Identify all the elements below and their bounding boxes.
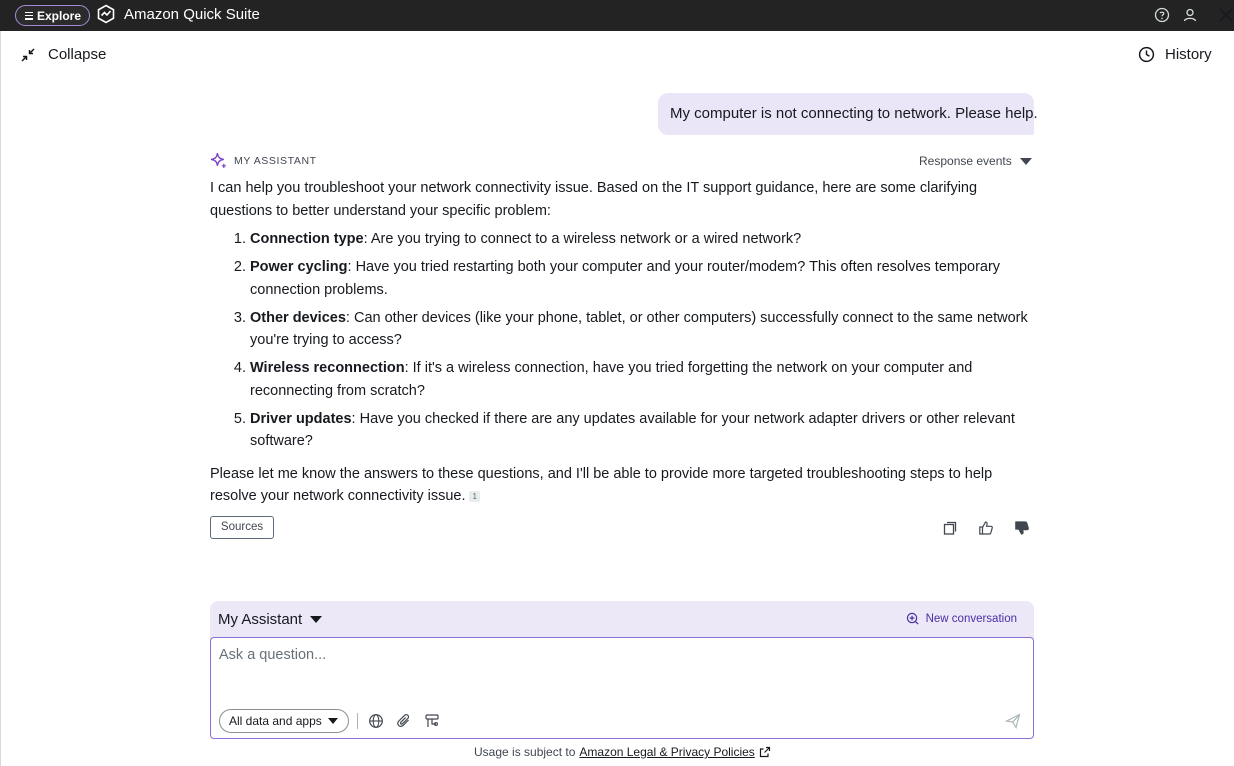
response-events-label: Response events — [919, 154, 1012, 168]
sparkle-icon — [210, 152, 227, 169]
history-button[interactable] — [1138, 46, 1212, 63]
assistant-selector-label: My Assistant — [218, 611, 303, 628]
assistant-selector[interactable] — [218, 611, 322, 628]
list-item — [250, 408, 1036, 453]
top-bar — [0, 0, 1234, 31]
copy-icon[interactable] — [942, 520, 958, 536]
composer-header — [210, 601, 1034, 641]
item-title: Other devices — [250, 309, 346, 326]
assistant-header — [210, 152, 317, 169]
item-title: Connection type — [250, 231, 364, 247]
data-scope-selector[interactable] — [219, 709, 349, 733]
caret-down-icon — [310, 616, 322, 623]
item-text: : Have you tried restarting both your computer and your router/modem? This often resolves temporary connection problems. — [250, 259, 1001, 298]
item-title: Power cycling — [250, 259, 348, 275]
usage-prefix: Usage is subject to — [474, 745, 576, 759]
list-item — [250, 357, 1036, 402]
answer-outro — [210, 463, 1036, 508]
caret-down-icon — [328, 718, 338, 724]
answer-intro: I can help you troubleshoot your network connectivity issue. Based on the IT support guidance, here are some clarifying questions to better understand your specific problem: — [210, 180, 978, 219]
list-item — [250, 307, 1036, 352]
outro-text: Please let me know the answers to these questions, and I'll be able to provide more targeted troubleshooting steps to help resolve your network connectivity issue. — [210, 465, 993, 504]
citation-badge[interactable]: 1 — [469, 491, 479, 502]
collapse-label: Collapse — [48, 46, 107, 63]
send-icon[interactable] — [1005, 713, 1021, 729]
item-text: : Are you trying to connect to a wireless network or a wired network? — [363, 231, 802, 247]
new-conversation-button[interactable] — [906, 612, 1017, 625]
explore-label: Explore — [37, 8, 82, 23]
item-text: : Have you checked if there are any updates available for your network adapter drivers or other relevant software? — [250, 410, 1015, 449]
item-title: Driver updates — [250, 410, 352, 427]
quick-suite-logo-icon — [96, 4, 116, 24]
question-input[interactable] — [219, 644, 1009, 666]
panel-border — [0, 31, 1, 766]
collapse-button[interactable] — [20, 46, 106, 63]
flow-icon[interactable] — [424, 713, 440, 729]
usage-notice — [474, 745, 771, 759]
toolbar-divider — [357, 713, 358, 729]
new-conversation-icon — [906, 612, 919, 625]
app-brand — [96, 4, 260, 24]
question-composer — [210, 637, 1034, 739]
item-text: : Can other devices (like your phone, tablet, or other computers) successfully connect to the same network you're trying to access? — [250, 309, 1028, 348]
help-circle-icon[interactable] — [1154, 7, 1170, 23]
new-conversation-label: New conversation — [925, 612, 1017, 625]
thumbs-up-icon[interactable] — [978, 520, 994, 536]
explore-button[interactable] — [15, 5, 90, 26]
list-item — [250, 228, 1036, 251]
close-icon[interactable] — [1216, 5, 1234, 25]
item-title: Wireless reconnection — [250, 360, 405, 376]
paperclip-icon[interactable] — [396, 713, 412, 729]
response-events-toggle[interactable] — [919, 154, 1032, 168]
item-text: : If it's a wireless connection, have you tried forgetting the network on your computer and reconnecting from scratch? — [250, 360, 973, 399]
menu-icon — [25, 12, 33, 20]
user-message: My computer is not connecting to network. Please help. — [658, 93, 1034, 135]
app-title: Amazon Quick Suite — [124, 5, 260, 23]
caret-down-icon — [1020, 158, 1032, 165]
user-icon[interactable] — [1182, 7, 1198, 23]
clock-icon — [1138, 46, 1155, 63]
history-label: History — [1165, 46, 1212, 63]
globe-icon[interactable] — [368, 713, 384, 729]
assistant-name: MY ASSISTANT — [234, 154, 317, 167]
question-list — [250, 228, 1036, 453]
list-item — [250, 256, 1036, 301]
legal-link[interactable]: Amazon Legal & Privacy Policies — [579, 745, 755, 759]
collapse-arrows-icon — [20, 47, 36, 63]
assistant-answer — [210, 177, 1036, 508]
thumbs-down-icon[interactable] — [1014, 520, 1030, 536]
data-scope-label: All data and apps — [229, 714, 322, 728]
external-link-icon — [759, 746, 771, 758]
sources-button[interactable]: Sources — [210, 516, 274, 539]
